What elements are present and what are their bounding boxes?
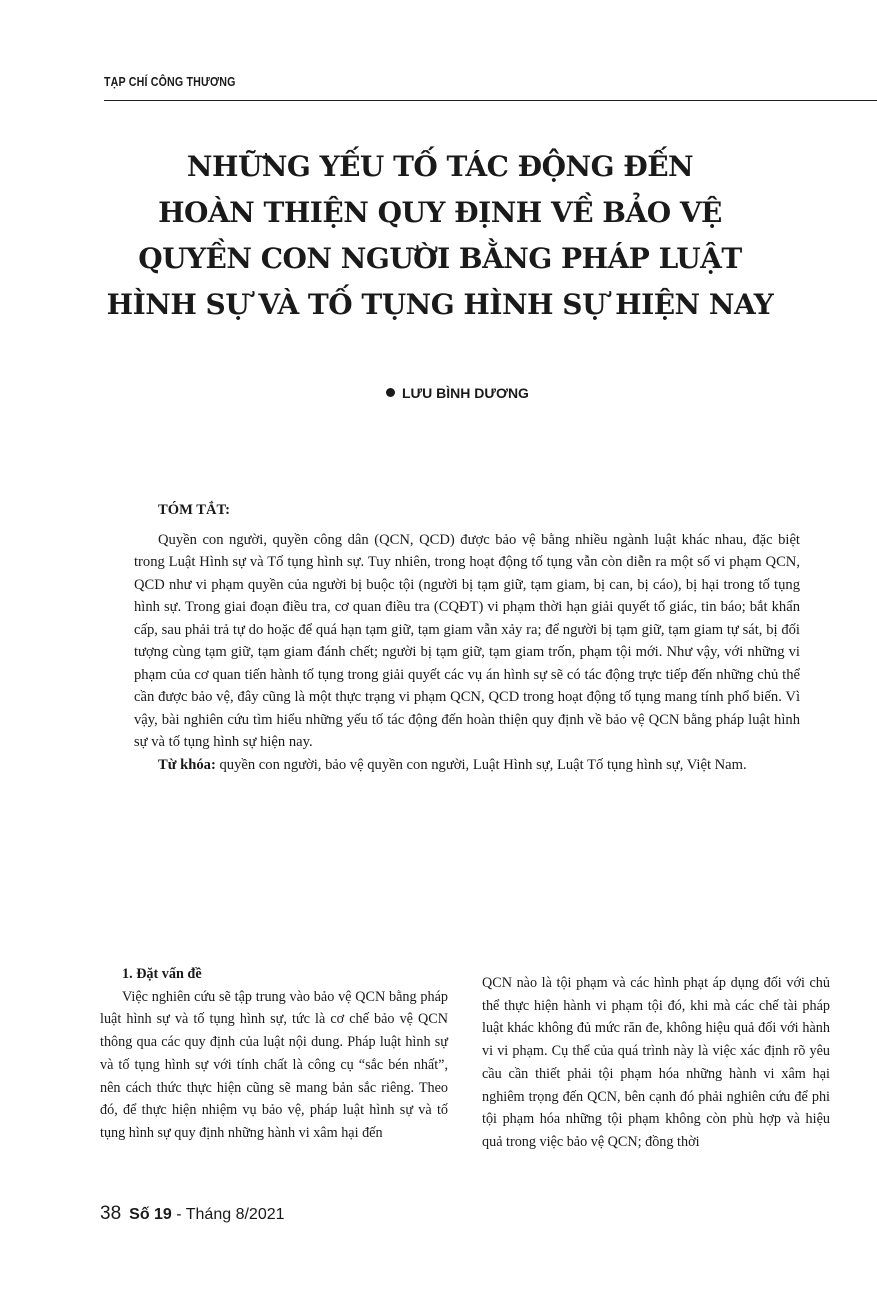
abstract-text: Quyền con người, quyền công dân (QCN, QCD) được bảo vệ bằng nhiều ngành luật khác nhau, đặc biệt trong Luật Hình sự và Tố tụng hình sự. Tuy nhiên, trong hoạt động tố tụng vẫn còn diễn ra một số vi phạm QCN, QCD như vi phạm quyền của người bị buộc tội (người bị tạm giữ, tạm giam, bị can, bị cáo), bị hại trong tố tụng hình sự. Trong giai đoạn điều tra, cơ quan điều tra (CQĐT) vi phạm thời hạn giải quyết tố giác, tin báo; bắt khẩn cấp, sau phải trả tự do hoặc để quá hạn tạm giữ, tạm giam vẫn xảy ra; để người bị tạm giữ, tạm giam tự sát, bị đối tượng cùng tạm giữ, tạm giam đánh chết; người bị tạm giữ, tạm giam trốn, phạm tội mới. Như vậy, với những vi phạm của cơ quan tiến hành tố tụng trong giải quyết các vụ án hình sự sẽ có tác động trực tiếp đến những chủ thể cần được bảo vệ, đây cũng là một thực trạng vi phạm QCN, QCD trong hoạt động tố tụng mang tính phổ biến. Vì vậy, bài nghiên cứu tìm hiểu những yếu tố tác động đến hoàn thiện quy định về bảo vệ QCN bằng pháp luật hình sự và tố tụng hình sự hiện nay. [134, 531, 800, 750]
title-line: NHỮNG YẾU TỐ TÁC ĐỘNG ĐẾN [186, 150, 694, 183]
page-footer [100, 1203, 285, 1225]
body-column-right [482, 972, 830, 1154]
body-paragraph: QCN nào là tội phạm và các hình phạt áp dụng đối với chủ thể thực hiện hành vi phạm tội đó, khi mà các chế tài pháp luật khác không đủ mức răn đe, không hiệu quả đối với hành vi vi phạm. Cụ thể của quá trình này là việc xác định rõ yêu cầu cần thiết phải tội phạm hóa những hành vi xâm hại nghiêm trọng đến QCN, bên cạnh đó phải nghiên cứu để phi tội phạm hóa những tội phạm không còn phù hợp và hiệu quả trong việc bảo vệ QCN; đồng thời [482, 975, 830, 1150]
page-number: 38 [100, 1203, 122, 1224]
issue-date: - Tháng 8/2021 [171, 1206, 285, 1223]
author-name: LƯU BÌNH DƯƠNG [402, 385, 529, 401]
issue-number: Số 19 [129, 1206, 172, 1223]
abstract-heading: TÓM TẮT: [158, 502, 231, 518]
title-line: HOÀN THIỆN QUY ĐỊNH VỀ BẢO VỆ [158, 196, 722, 229]
author-line [386, 385, 529, 401]
keywords [134, 754, 800, 777]
abstract [134, 499, 800, 776]
body-column-left [100, 963, 448, 1145]
title-line: QUYỀN CON NGƯỜI BẰNG PHÁP LUẬT [138, 242, 742, 275]
journal-header: TẠP CHÍ CÔNG THƯƠNG [104, 74, 236, 89]
title-line: HÌNH SỰ VÀ TỐ TỤNG HÌNH SỰ HIỆN NAY [106, 288, 774, 321]
body-paragraph: Việc nghiên cứu sẽ tập trung vào bảo vệ QCN bằng pháp luật hình sự và tố tụng hình sự, tức là cơ chế bảo vệ QCN thông qua các quy định của luật nội dung. Pháp luật hình sự và tố tụng hình sự với tính chất là công cụ “sắc bén nhất”, nên cách thức thực hiện cũng sẽ mang bản sắc riêng. Theo đó, để thực hiện nhiệm vụ bảo vệ, pháp luật hình sự và tố tụng hình sự quy định những hành vi xâm hại đến [100, 988, 448, 1141]
header-rule [104, 100, 877, 101]
bullet-icon [386, 388, 395, 397]
keywords-text: quyền con người, bảo vệ quyền con người, Luật Hình sự, Luật Tố tụng hình sự, Việt Nam. [219, 756, 747, 773]
keywords-label: Từ khóa: [158, 756, 216, 773]
section-title: 1. Đặt vấn đề [122, 966, 202, 982]
article-title [80, 144, 800, 328]
